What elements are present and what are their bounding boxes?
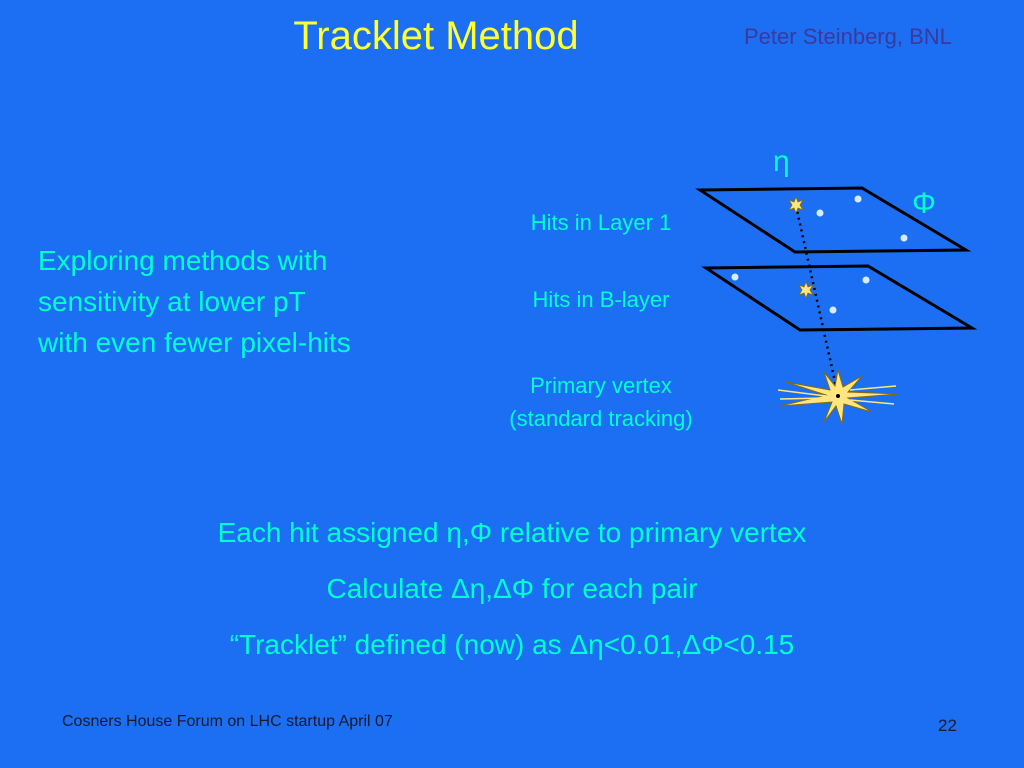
layer1-plane	[700, 188, 966, 252]
slide-title: Tracklet Method	[293, 14, 579, 58]
bullet-item: Each hit assigned η,Φ relative to primary vertex	[217, 517, 807, 548]
hit-dot	[817, 210, 824, 217]
blayer-plane	[706, 266, 972, 330]
label-layer1: Hits in Layer 1	[530, 210, 672, 235]
author-credit: Peter Steinberg, BNL	[744, 24, 952, 49]
intro-line: sensitivity at lower pT	[38, 286, 306, 317]
matched-hit-star-blayer	[799, 282, 813, 298]
label-vertex-line1: Primary vertex	[530, 373, 672, 398]
hit-dot	[830, 307, 837, 314]
intro-line: Exploring methods with	[38, 245, 328, 276]
matched-hit-star-layer1	[789, 197, 803, 213]
label-vertex-line2: (standard tracking)	[509, 406, 693, 431]
hit-dot	[732, 274, 739, 281]
phi-symbol: Φ	[912, 187, 936, 220]
hit-dot	[863, 277, 870, 284]
primary-vertex-burst	[778, 370, 898, 424]
label-blayer: Hits in B-layer	[532, 287, 670, 312]
hit-dot	[901, 235, 908, 242]
eta-symbol: η	[773, 145, 790, 178]
page-number: 22	[938, 716, 957, 735]
tracklet-line	[796, 206, 838, 395]
hit-dot	[855, 196, 862, 203]
bullet-list	[0, 510, 1024, 678]
intro-line: with even fewer pixel-hits	[38, 327, 351, 358]
bullet-item: Calculate Δη,ΔΦ for each pair	[326, 573, 698, 604]
footer-text: Cosners House Forum on LHC startup April 07	[62, 713, 393, 730]
bullet-item: “Tracklet” defined (now) as Δη<0.01,ΔΦ<0.15	[229, 629, 795, 660]
